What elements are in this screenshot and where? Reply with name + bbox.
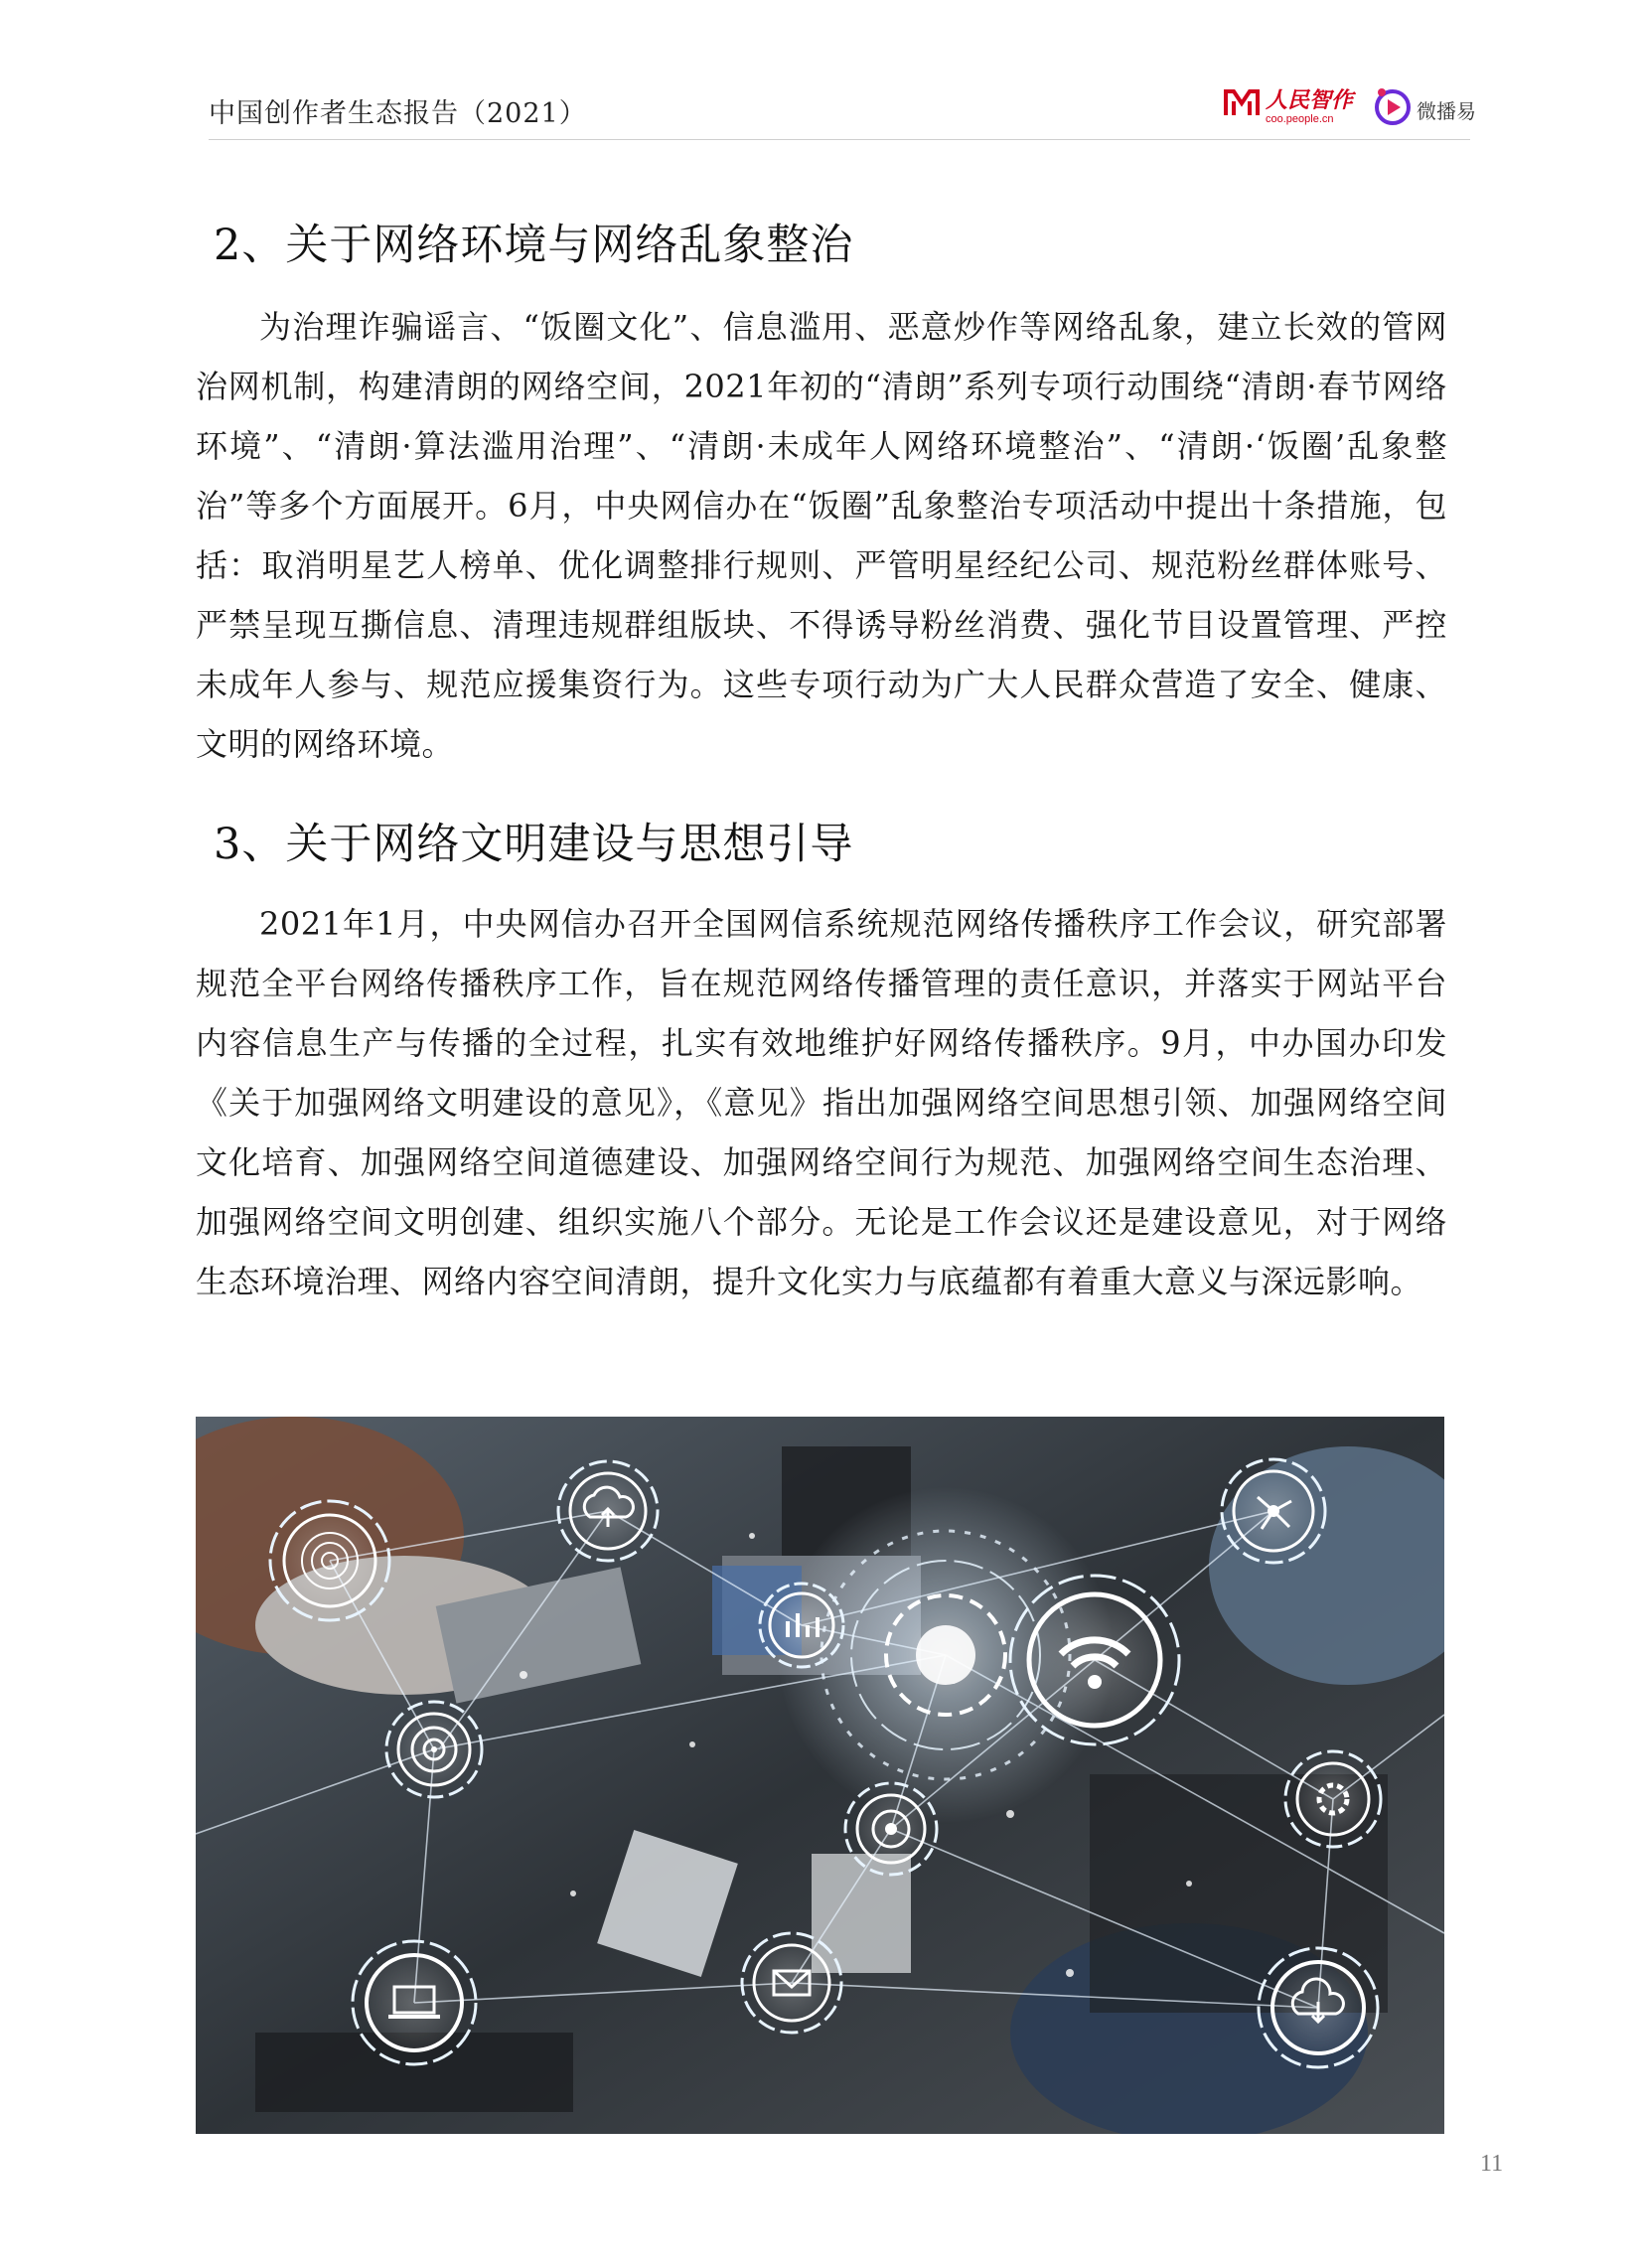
page-header	[209, 88, 1476, 140]
wifi-icon	[1010, 1576, 1179, 1744]
cloud-download-icon	[1259, 1948, 1378, 2067]
section-2-paragraph: 为治理诈骗谣言、“饭圈文化”、信息滥用、恶意炒作等网络乱象，建立长效的管网治网机制，构建清朗的网络空间，2021年初的“清朗”系列专项行动围绕“清朗·春节网络环境”、“清朗·算法滥用治理”、“清朗·未成年人网络环境整治”、“清朗·‘饭圈’乱象整治”等多个方面展开。6月，中央网信办在“饭圈”乱象整治专项活动中提出十条措施，包括：取消明星艺人榜单、优化调整排行规则、严管明星经纪公司、规范粉丝群体账号、严禁呈现互撕信息、清理违规群组版块、不得诱导粉丝消费、强化节目设置管理、严控未成年人参与、规范应援集资行为。这些专项行动为广大人民群众营造了安全、健康、文明的网络环境。	[196, 308, 1447, 763]
weiboyi-logo-icon	[1373, 85, 1413, 125]
weiboyi-logo	[1373, 83, 1482, 129]
people-logo-name: 人民智作	[1266, 88, 1354, 113]
laptop-icon	[353, 1941, 476, 2064]
section-2-heading: 2、关于网络环境与网络乱象整治	[214, 221, 854, 270]
paper-bottom-shape	[812, 1854, 911, 1973]
people-logo-icon	[1224, 87, 1260, 117]
network-illustration	[196, 1417, 1444, 2134]
weiboyi-logo-name: 微播易	[1417, 99, 1476, 123]
chart-icon	[760, 1584, 843, 1667]
section-3-heading: 3、关于网络文明建设与思想引导	[214, 820, 854, 869]
report-title: 中国创作者生态报告（2021）	[209, 98, 587, 129]
people-zhizuo-logo	[1224, 83, 1361, 135]
page-number: 11	[1480, 2151, 1504, 2177]
section-3-paragraph: 2021年1月，中央网信办召开全国网信系统规范网络传播秩序工作会议，研究部署规范全平台网络传播秩序工作，旨在规范网络传播管理的责任意识，并落实于网站平台内容信息生产与传播的全过程，扎实有效地维护好网络传播秩序。9月，中办国办印发《关于加强网络文明建设的意见》，《意见》指出加强网络空间思想引领、加强网络空间文化培育、加强网络空间道德建设、加强网络空间行为规范、加强网络空间生态治理、加强网络空间文明创建、组织实施八个部分。无论是工作会议还是建设意见，对于网络生态环境治理、网络内容空间清朗，提升文化实力与底蕴都有着重大意义与深远影响。	[196, 905, 1447, 1300]
people-logo-url: coo.people.cn	[1266, 113, 1334, 125]
network-illustration-svg	[196, 1417, 1444, 2134]
fingerprint-icon	[270, 1501, 389, 1620]
